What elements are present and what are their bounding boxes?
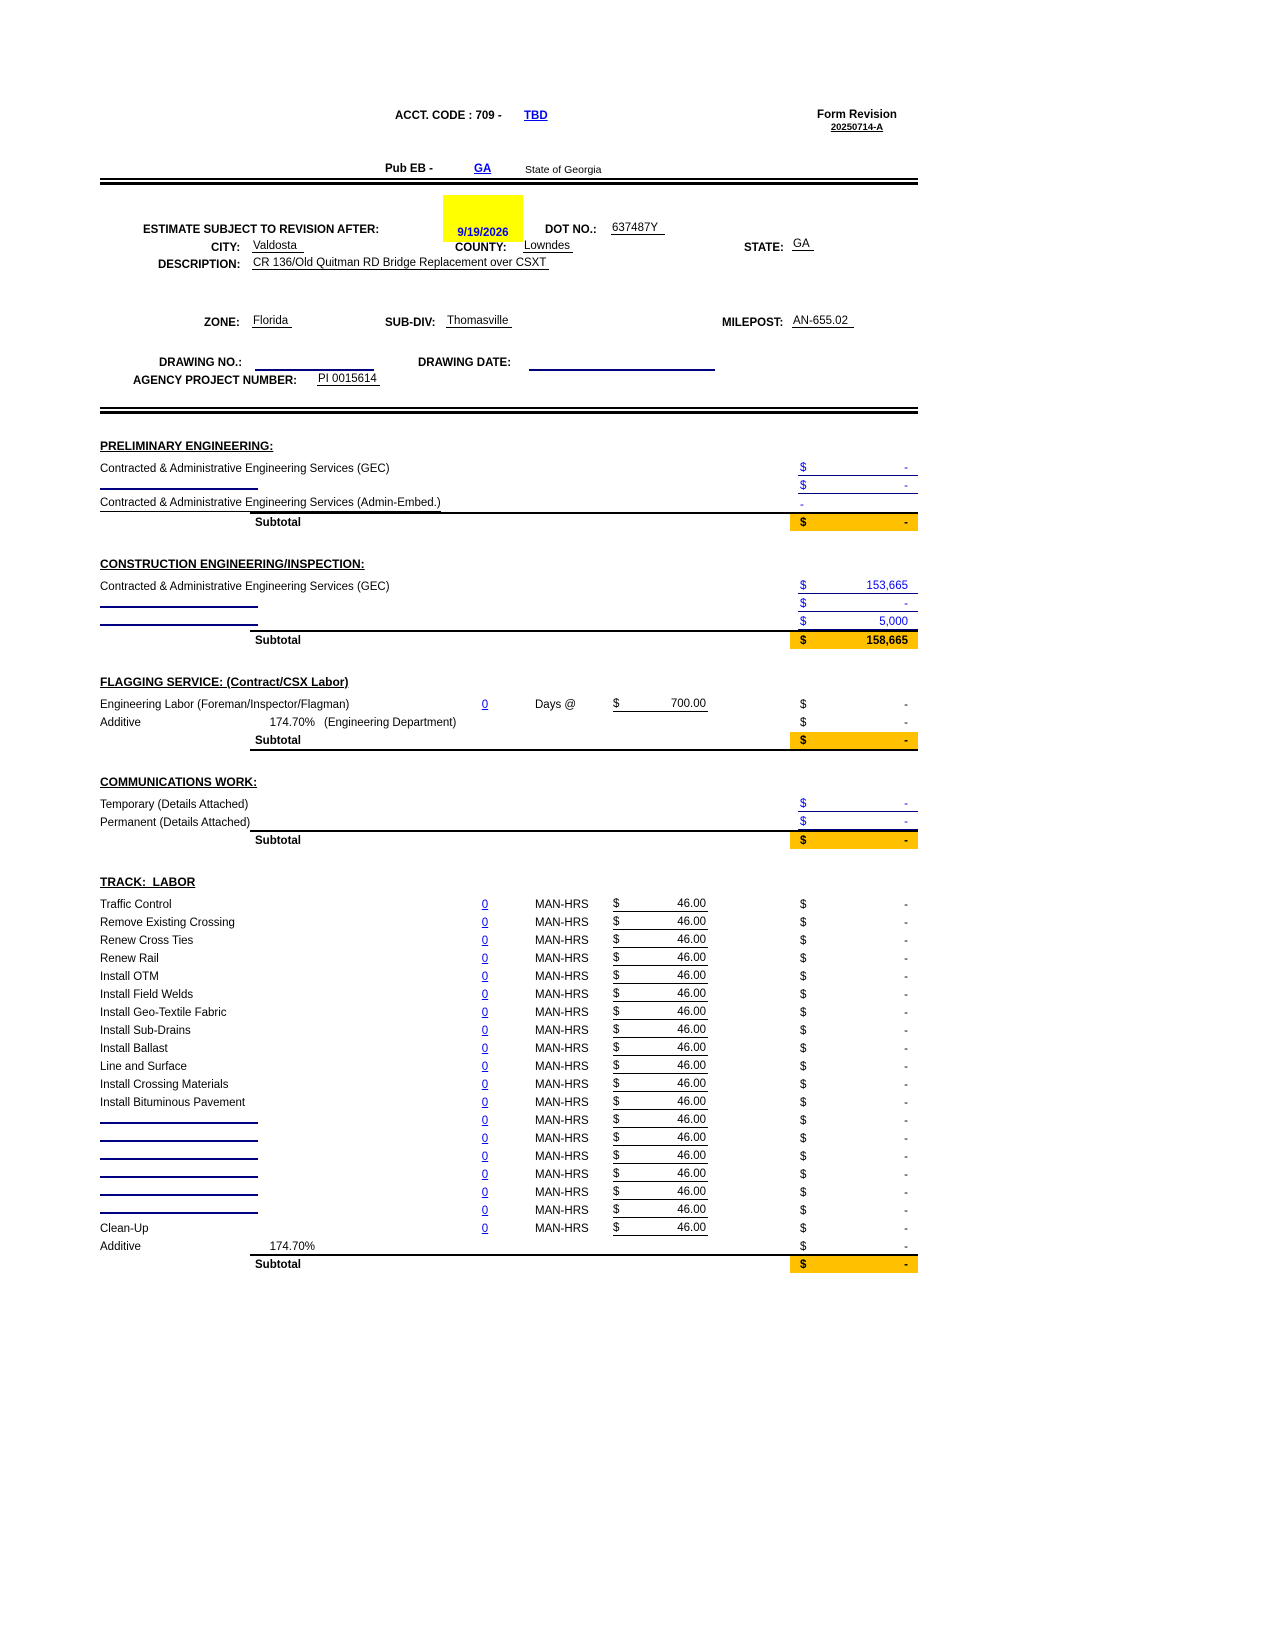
row-qty-cell[interactable]: 0	[481, 1169, 489, 1181]
cost-row	[100, 612, 918, 630]
track-labor-row	[100, 930, 918, 948]
description-value[interactable]: CR 136/Old Quitman RD Bridge Replacement over CSXT	[252, 257, 549, 270]
row-unit: MAN-HRS	[535, 953, 589, 965]
track-labor-row	[100, 1056, 918, 1074]
row-qty-cell[interactable]: 0	[481, 1151, 489, 1163]
row-amount-cell: $ -	[800, 1223, 908, 1235]
row-amount-cell: $ -	[800, 917, 908, 929]
track-labor-row	[100, 966, 918, 984]
row-label	[100, 595, 472, 612]
row-label: Temporary (Details Attached)	[100, 799, 249, 811]
row-amount-cell: $ -	[800, 1151, 908, 1163]
flagging-additive-row	[100, 712, 918, 730]
row-rate-cell[interactable]: $ 46.00	[613, 1168, 706, 1180]
agency-project-value[interactable]: PI 0015614	[317, 373, 380, 386]
row-qty-cell[interactable]: 0	[481, 1205, 489, 1217]
acct-code-value[interactable]: TBD	[524, 110, 548, 122]
header-divider	[100, 178, 918, 185]
track-labor-row	[100, 1164, 918, 1182]
zone-value[interactable]: Florida	[252, 315, 292, 328]
row-qty-cell[interactable]: 0	[481, 899, 489, 911]
track-labor-row	[100, 1020, 918, 1038]
row-unit: MAN-HRS	[535, 971, 589, 983]
row-label: Install Sub-Drains	[100, 1025, 191, 1037]
flagging-qty-cell[interactable]: 0	[481, 699, 489, 711]
row-rate-cell[interactable]: $ 46.00	[613, 898, 706, 910]
subtotal-label: Subtotal	[255, 635, 301, 647]
row-qty-cell[interactable]: 0	[481, 1025, 489, 1037]
row-amount-cell[interactable]: $ -	[798, 597, 918, 612]
subdiv-label: SUB-DIV:	[385, 317, 436, 329]
row-unit: MAN-HRS	[535, 1169, 589, 1181]
row-amount-cell: $ -	[800, 1241, 908, 1253]
cost-row	[100, 594, 918, 612]
row-unit: MAN-HRS	[535, 899, 589, 911]
track-labor-row	[100, 984, 918, 1002]
drawing-no-field[interactable]	[255, 358, 374, 371]
row-qty-cell[interactable]: 0	[481, 1115, 489, 1127]
row-qty-cell[interactable]: 0	[481, 935, 489, 947]
track-labor-row	[100, 1200, 918, 1218]
row-rate-cell[interactable]: $ 46.00	[613, 1060, 706, 1072]
row-label: Install Bituminous Pavement	[100, 1097, 246, 1109]
row-qty-cell[interactable]: 0	[481, 1133, 489, 1145]
flagging-title: FLAGGING SERVICE: (Contract/CSX Labor)	[100, 675, 349, 689]
cost-row	[100, 494, 918, 512]
additive-percent[interactable]: 174.70%	[269, 717, 315, 729]
row-unit: MAN-HRS	[535, 989, 589, 1001]
county-label: COUNTY:	[455, 242, 507, 254]
row-qty-cell[interactable]: 0	[481, 1043, 489, 1055]
revision-date-highlight[interactable]	[443, 195, 523, 242]
row-amount-cell[interactable]: $ -	[798, 479, 918, 494]
row-label	[100, 1129, 472, 1146]
row-unit: MAN-HRS	[535, 935, 589, 947]
row-label: Install OTM	[100, 971, 159, 983]
row-qty-cell[interactable]: 0	[481, 1223, 489, 1235]
row-rate-cell[interactable]: $ 46.00	[613, 1114, 706, 1126]
row-amount-cell[interactable]: $ 153,665	[798, 579, 918, 594]
track-labor-row	[100, 1074, 918, 1092]
row-rate-cell[interactable]: $ 46.00	[613, 1204, 706, 1216]
row-amount-cell: $ -	[800, 1043, 908, 1055]
subtotal-label: Subtotal	[255, 1259, 301, 1271]
track-labor-row	[100, 894, 918, 912]
row-label: Permanent (Details Attached)	[100, 817, 251, 829]
row-amount-cell: $ -	[800, 1115, 908, 1127]
cost-row	[100, 458, 918, 476]
row-label	[100, 1147, 472, 1164]
state-label: STATE:	[744, 242, 784, 254]
track-labor-row	[100, 1128, 918, 1146]
row-amount-cell: $ -	[800, 989, 908, 1001]
flagging-subtotal-amount: $ -	[790, 732, 918, 749]
row-rate-cell[interactable]: $ 46.00	[613, 1006, 706, 1018]
row-amount-cell: $ -	[800, 1007, 908, 1019]
form-revision-number: 20250714-A	[830, 122, 884, 133]
row-unit: MAN-HRS	[535, 1115, 589, 1127]
row-amount-cell: $ -	[800, 1133, 908, 1145]
row-unit: MAN-HRS	[535, 1097, 589, 1109]
row-amount-cell: $ -	[800, 1079, 908, 1091]
additive-percent[interactable]: 174.70%	[269, 1241, 315, 1253]
row-unit: MAN-HRS	[535, 917, 589, 929]
drawing-date-label: DRAWING DATE:	[418, 357, 512, 369]
subtotal-label: Subtotal	[255, 835, 301, 847]
row-unit: MAN-HRS	[535, 1205, 589, 1217]
track-labor-title: TRACK: LABOR	[100, 875, 196, 889]
row-qty-cell[interactable]: 0	[481, 917, 489, 929]
section-divider	[100, 407, 918, 414]
preliminary-subtotal-row	[100, 514, 918, 531]
row-amount-cell: $ -	[800, 899, 908, 911]
additive-note: (Engineering Department)	[324, 717, 457, 729]
row-amount-cell[interactable]: $ 5,000	[798, 615, 918, 630]
row-label: Contracted & Administrative Engineering Services (GEC)	[100, 581, 390, 593]
row-amount-cell: $ -	[800, 1205, 908, 1217]
city-label: CITY:	[211, 242, 241, 254]
milepost-value[interactable]: AN-655.02	[792, 315, 854, 328]
row-unit: MAN-HRS	[535, 1079, 589, 1091]
section-communications-work	[100, 774, 918, 849]
row-label	[100, 613, 472, 630]
communications-subtotal-row	[100, 832, 918, 849]
row-amount-cell: $ -	[800, 953, 908, 965]
construction-subtotal-row	[100, 632, 918, 649]
row-label: Remove Existing Crossing	[100, 917, 235, 929]
subtotal-label: Subtotal	[255, 735, 301, 747]
track-labor-row	[100, 1182, 918, 1200]
subdiv-value[interactable]: Thomasville	[446, 315, 512, 328]
preliminary-title: PRELIMINARY ENGINEERING:	[100, 439, 274, 453]
row-unit: MAN-HRS	[535, 1133, 589, 1145]
section-preliminary-engineering	[100, 438, 918, 531]
row-rate-cell[interactable]: $ 46.00	[613, 1096, 706, 1108]
row-rate-cell[interactable]: $ 46.00	[613, 1186, 706, 1198]
row-unit: MAN-HRS	[535, 1151, 589, 1163]
track-labor-row	[100, 1092, 918, 1110]
row-amount-cell: $ -	[800, 1097, 908, 1109]
cost-row	[100, 794, 918, 812]
acct-code-label: ACCT. CODE : 709 -	[395, 110, 502, 122]
additive-label: Additive	[100, 717, 141, 729]
agency-project-label: AGENCY PROJECT NUMBER:	[133, 375, 297, 387]
row-amount-cell: $ -	[800, 699, 908, 711]
dot-no-label: DOT NO.:	[545, 224, 597, 236]
row-label: Traffic Control	[100, 899, 172, 911]
row-qty-cell[interactable]: 0	[481, 971, 489, 983]
row-rate-cell[interactable]: $ 46.00	[613, 1042, 706, 1054]
row-rate-cell[interactable]: $ 46.00	[613, 1024, 706, 1036]
pub-eb-value[interactable]: GA	[474, 163, 492, 175]
row-amount-cell[interactable]: -	[800, 499, 804, 511]
row-unit: MAN-HRS	[535, 1061, 589, 1073]
communications-subtotal-amount: $ -	[790, 832, 918, 849]
row-rate-cell[interactable]: $ 46.00	[613, 988, 706, 1000]
row-rate-cell[interactable]: $ 46.00	[613, 916, 706, 928]
drawing-no-label: DRAWING NO.:	[159, 357, 243, 369]
county-value[interactable]: Lowndes	[523, 240, 573, 253]
dot-no-value[interactable]: 637487Y	[611, 222, 665, 235]
section-track-labor	[100, 874, 918, 1273]
form-revision-block	[805, 109, 909, 133]
row-rate-cell[interactable]: $ 46.00	[613, 1078, 706, 1090]
row-label: Renew Cross Ties	[100, 935, 194, 947]
row-label: Install Ballast	[100, 1043, 168, 1055]
preliminary-subtotal-amount: $ -	[790, 514, 918, 531]
track-labor-row	[100, 1146, 918, 1164]
revision-date-value[interactable]: 9/19/2026	[457, 227, 509, 239]
row-label: Install Field Welds	[100, 989, 194, 1001]
row-amount-cell: $ -	[800, 717, 908, 729]
row-amount-cell[interactable]: $ -	[798, 461, 918, 476]
row-qty-cell[interactable]: 0	[481, 1097, 489, 1109]
estimate-body	[100, 430, 918, 1298]
cost-row	[100, 576, 918, 594]
pub-eb-note: State of Georgia	[525, 164, 602, 176]
row-rate-cell[interactable]: $ 46.00	[613, 952, 706, 964]
row-amount-cell[interactable]: $ -	[798, 797, 918, 812]
drawing-date-field[interactable]	[529, 358, 715, 371]
row-rate-cell[interactable]: $ 46.00	[613, 1132, 706, 1144]
track-labor-row	[100, 1038, 918, 1056]
row-rate-cell[interactable]: $ 46.00	[613, 934, 706, 946]
zone-label: ZONE:	[204, 317, 240, 329]
section-flagging-service	[100, 674, 918, 749]
row-label	[100, 1183, 472, 1200]
track-subtotal-row	[100, 1256, 918, 1273]
track-labor-row	[100, 1218, 918, 1236]
form-revision-label: Form Revision	[817, 109, 897, 121]
pub-eb-label: Pub EB -	[385, 163, 433, 175]
description-label: DESCRIPTION:	[158, 259, 241, 271]
track-labor-row	[100, 948, 918, 966]
milepost-label: MILEPOST:	[722, 317, 784, 329]
row-qty-cell[interactable]: 0	[481, 1007, 489, 1019]
row-qty-cell[interactable]: 0	[481, 989, 489, 1001]
flagging-unit: Days @	[535, 699, 577, 711]
row-label	[100, 1201, 472, 1218]
row-label	[100, 1165, 472, 1182]
row-amount-cell: $ -	[800, 971, 908, 983]
row-unit: MAN-HRS	[535, 1025, 589, 1037]
row-amount-cell[interactable]: $ -	[798, 815, 918, 830]
row-unit: MAN-HRS	[535, 1007, 589, 1019]
section-construction-engineering	[100, 556, 918, 649]
track-additive-row	[100, 1236, 918, 1254]
row-label: Engineering Labor (Foreman/Inspector/Flagman)	[100, 699, 350, 711]
row-label: Renew Rail	[100, 953, 159, 965]
row-unit: MAN-HRS	[535, 1223, 589, 1235]
row-rate-cell[interactable]: $ 46.00	[613, 1222, 706, 1234]
track-labor-row	[100, 912, 918, 930]
row-amount-cell: $ -	[800, 1169, 908, 1181]
row-label: Line and Surface	[100, 1061, 187, 1073]
communications-title: COMMUNICATIONS WORK:	[100, 775, 258, 789]
row-unit: MAN-HRS	[535, 1187, 589, 1199]
subtotal-rule	[250, 749, 918, 751]
subtotal-label: Subtotal	[255, 517, 301, 529]
state-value[interactable]: GA	[792, 238, 814, 251]
track-labor-row	[100, 1002, 918, 1020]
city-value[interactable]: Valdosta	[252, 240, 304, 253]
cost-row	[100, 812, 918, 830]
flagging-rate-cell[interactable]: $ 700.00	[613, 698, 706, 710]
row-amount-cell: $ -	[800, 935, 908, 947]
cost-row	[100, 476, 918, 494]
revision-after-label: ESTIMATE SUBJECT TO REVISION AFTER:	[143, 224, 380, 236]
track-labor-row	[100, 1110, 918, 1128]
row-unit: MAN-HRS	[535, 1043, 589, 1055]
flagging-labor-row	[100, 694, 918, 712]
flagging-subtotal-row	[100, 732, 918, 749]
construction-subtotal-amount: $ 158,665	[790, 632, 918, 649]
row-amount-cell: $ -	[800, 1061, 908, 1073]
row-qty-cell[interactable]: 0	[481, 1079, 489, 1091]
track-subtotal-amount: $ -	[790, 1256, 918, 1273]
row-label: Install Geo-Textile Fabric	[100, 1007, 227, 1019]
row-label: Install Crossing Materials	[100, 1079, 229, 1091]
row-label	[100, 1111, 472, 1128]
additive-label: Additive	[100, 1241, 141, 1253]
row-label: Clean-Up	[100, 1223, 149, 1235]
row-label: Contracted & Administrative Engineering Services (GEC)	[100, 463, 390, 475]
row-qty-cell[interactable]: 0	[481, 1061, 489, 1073]
row-amount-cell: $ -	[800, 1025, 908, 1037]
row-label: Contracted & Administrative Engineering Services (Admin-Embed.)	[100, 496, 472, 512]
row-qty-cell[interactable]: 0	[481, 953, 489, 965]
row-rate-cell[interactable]: $ 46.00	[613, 1150, 706, 1162]
row-amount-cell: $ -	[800, 1187, 908, 1199]
row-rate-cell[interactable]: $ 46.00	[613, 970, 706, 982]
row-qty-cell[interactable]: 0	[481, 1187, 489, 1199]
row-label	[100, 477, 472, 494]
construction-title: CONSTRUCTION ENGINEERING/INSPECTION:	[100, 557, 365, 571]
